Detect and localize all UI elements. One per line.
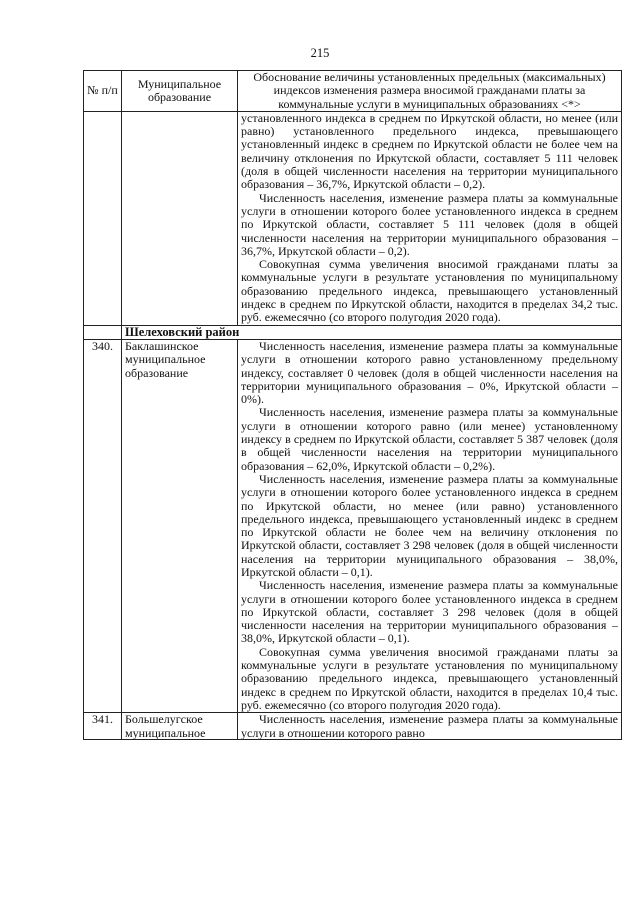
justification-clip [241,713,618,739]
justification-paragraph: Совокупная сумма увеличения вносимой гражданами платы за коммунальные услуги в результате установления по муниципальному образованию предельного индекса, превышающего установленный индекс в среднем по Иркутской области, находится в пределах 10,4 тыс. руб. ежемесячно (со второго полугодия 2020 года). [241,644,618,712]
header-justification: Обоснование величины установленных предельных (максимальных) индексов изменения размера вносимой гражданами платы за коммунальные услуги в муниципальных образованиях <*> [238,71,622,112]
row-municipality [122,111,238,325]
justification-paragraph: Численность населения, изменение размера платы за коммунальные услуги в отношении которого равно установленному предельному индексу, составляет 0 человек (доля в общей численности населения на территории муниципального образования – 0%, Иркутской области – 0%). [241,338,618,407]
row-number: 341. [84,713,122,740]
page-number: 215 [310,46,330,60]
row-number: 340. [84,339,122,712]
row-municipality [122,713,238,740]
row-municipality-text: Большелугское муниципальное [125,713,206,740]
justification-paragraph: Численность населения, изменение размера платы за коммунальные услуги в отношении которого равно (или менее) установленному индексу в среднем по Иркутской области, составляет 5 387 человек (доля в общей численности населения на территории муниципального образования – 62,0%, Иркутской области – 0,2%). [241,405,618,473]
table-row [84,339,622,712]
justification-paragraph: установленного индекса в среднем по Иркутской области, но менее (или равно) установленного предельного индекса, превышающего установленный индекс в среднем по Иркутской области не более чем на величину отклонения по Иркутской области, составляет 5 111 человек (доля в общей численности населения на территории муниципального образования – 36,7%, Иркутской области – 0,2). [241,110,618,192]
section-title: Шелеховский район [125,324,240,339]
row-justification [238,713,622,740]
row-number [84,111,122,325]
section-number-cell [84,325,122,339]
justification-paragraph: Совокупная сумма увеличения вносимой гражданами платы за коммунальные услуги в результате установления по муниципальному образованию предельного индекса, превышающего установленный индекс в среднем по Иркутской области, находится в пределах 34,2 тыс. руб. ежемесячно (со второго полугодия 2020 года). [241,257,618,325]
table-header-row [84,71,622,112]
justification-paragraph: Численность населения, изменение размера платы за коммунальные услуги в отношении которого более установленного индекса в среднем по Иркутской области, составляет 3 298 человек (доля в общей численности населения на территории муниципального образования – 38,0%, Иркутской области – 0,1). [241,578,618,646]
table-row [84,111,622,325]
section-title-cell [122,325,622,339]
row-justification [238,339,622,712]
section-row [84,325,622,339]
header-municipality: Муниципальное образование [122,71,238,112]
justification-paragraph: Численность населения, изменение размера платы за коммунальные услуги в отношении которого более установленного индекса в среднем по Иркутской области, составляет 5 111 человек (доля в общей численности населения на территории муниципального образования – 36,7%, Иркутской области – 0,2). [241,190,618,258]
table-row [84,713,622,740]
header-number: № п/п [84,71,122,112]
justification-paragraph: Численность населения, изменение размера платы за коммунальные услуги в отношении которого более установленного индекса в среднем по Иркутской области, но менее (или равно) установленного предельного индекса, превышающего установленный индекс в среднем по Иркутской области не более чем на величину отклонения по Иркутской области, составляет 3 298 человек (доля в общей численности населения на территории муниципального образования – 38,0%, Иркутской области – 0,1). [241,471,618,579]
justification-paragraph: Численность населения, изменение размера платы за коммунальные услуги в отношении которого равно [241,713,618,740]
row-municipality: Баклашинское муниципальное образование [122,339,238,712]
justification-table [83,70,622,740]
row-justification [238,111,622,325]
